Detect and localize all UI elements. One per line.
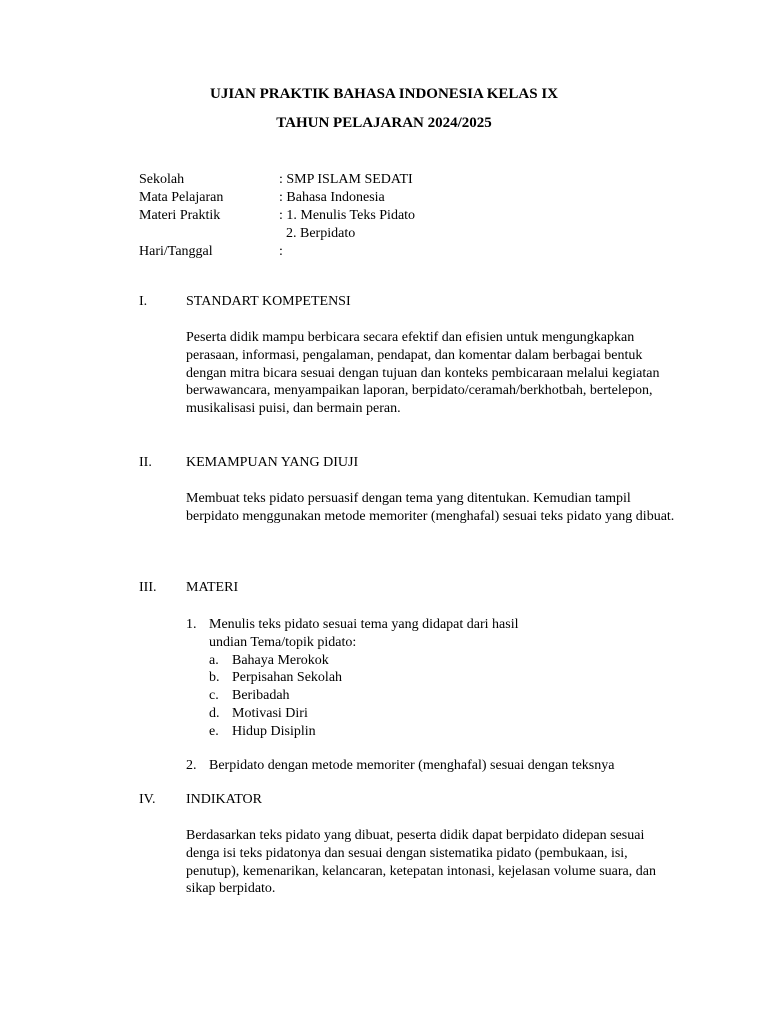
list-item-number: 2. bbox=[186, 758, 197, 773]
topic-text: Beribadah bbox=[232, 688, 290, 704]
section-title-kemampuan: KEMAMPUAN YANG DIUJI bbox=[186, 455, 359, 470]
info-value: 2. Berpidato bbox=[279, 226, 356, 241]
topic-text: Motivasi Diri bbox=[232, 705, 308, 721]
list-item-number: 1. bbox=[186, 617, 197, 632]
info-value: : 1. Menulis Teks Pidato bbox=[279, 208, 416, 223]
section-body-indikator: Berdasarkan teks pidato yang dibuat, peserta didik dapat berpidato didepan sesuai denga isi teks pidatonya dan sesuai dengan sistematika pidato (pembukaan, isi, penutup), kemenarikan, kelancaran, ketepatan intonasi, kejelasan volume suara, dan sikap berpidato. bbox=[186, 828, 656, 897]
topic-letter: b. bbox=[209, 670, 220, 686]
topic-text: Bahaya Merokok bbox=[232, 652, 329, 668]
section-title-materi: MATERI bbox=[186, 580, 239, 595]
section-title-kompetensi: STANDART KOMPETENSI bbox=[186, 294, 351, 309]
materi-list-2 bbox=[186, 757, 666, 775]
list-item-text: Menulis teks pidato sesuai tema yang didapat dari hasil bbox=[209, 617, 519, 632]
section-body-kemampuan: Membuat teks pidato persuasif dengan tema yang ditentukan. Kemudian tampil berpidato menggunakan metode memoriter (menghafal) sesuai teks pidato yang dibuat. bbox=[186, 491, 675, 524]
list-item-text: Berpidato dengan metode memoriter (menghafal) sesuai dengan teksnya bbox=[209, 758, 615, 773]
topic-letter: c. bbox=[209, 688, 219, 704]
section-number: IV. bbox=[139, 792, 156, 807]
document-subtitle: TAHUN PELAJARAN 2024/2025 bbox=[276, 115, 492, 131]
list-item bbox=[186, 757, 666, 775]
topic-item bbox=[186, 652, 666, 670]
section-body-kompetensi: Peserta didik mampu berbicara secara efektif dan efisien untuk mengungkapkan perasaan, informasi, pengalaman, pendapat, dan komentar dalam berbagai bentuk dengan mitra bicara sesuai dengan tujuan dan konteks pembicaraan melalui kegiatan berwawancara, menyampaikan laporan, berpidato/ceramah/berkhotbah, bertelepon, musikalisasi puisi, dan bermain peran. bbox=[186, 330, 660, 417]
info-label: Mata Pelajaran bbox=[139, 190, 224, 205]
list-item-text: undian Tema/topik pidato: bbox=[209, 634, 357, 650]
document-title: UJIAN PRAKTIK BAHASA INDONESIA KELAS IX bbox=[210, 86, 558, 102]
topic-item bbox=[186, 687, 666, 705]
topic-item bbox=[186, 705, 666, 723]
list-item-continuation bbox=[186, 634, 666, 652]
info-label: Sekolah bbox=[139, 172, 185, 187]
materi-list bbox=[186, 616, 666, 741]
list-item bbox=[186, 616, 666, 634]
topic-letter: d. bbox=[209, 705, 220, 721]
info-value: : SMP ISLAM SEDATI bbox=[279, 172, 413, 187]
topic-letter: e. bbox=[209, 723, 219, 739]
topic-text: Hidup Disiplin bbox=[232, 723, 316, 739]
section-number: I. bbox=[139, 294, 148, 309]
section-number: III. bbox=[139, 580, 157, 595]
info-label: Hari/Tanggal bbox=[139, 244, 213, 259]
topic-letter: a. bbox=[209, 652, 219, 668]
topic-text: Perpisahan Sekolah bbox=[232, 670, 343, 686]
section-number: II. bbox=[139, 455, 152, 470]
info-label: Materi Praktik bbox=[139, 208, 221, 223]
topic-item bbox=[186, 669, 666, 687]
info-value: : Bahasa Indonesia bbox=[279, 190, 385, 205]
section-title-indikator: INDIKATOR bbox=[186, 792, 262, 807]
topic-item bbox=[186, 723, 666, 741]
info-value: : bbox=[279, 244, 283, 259]
